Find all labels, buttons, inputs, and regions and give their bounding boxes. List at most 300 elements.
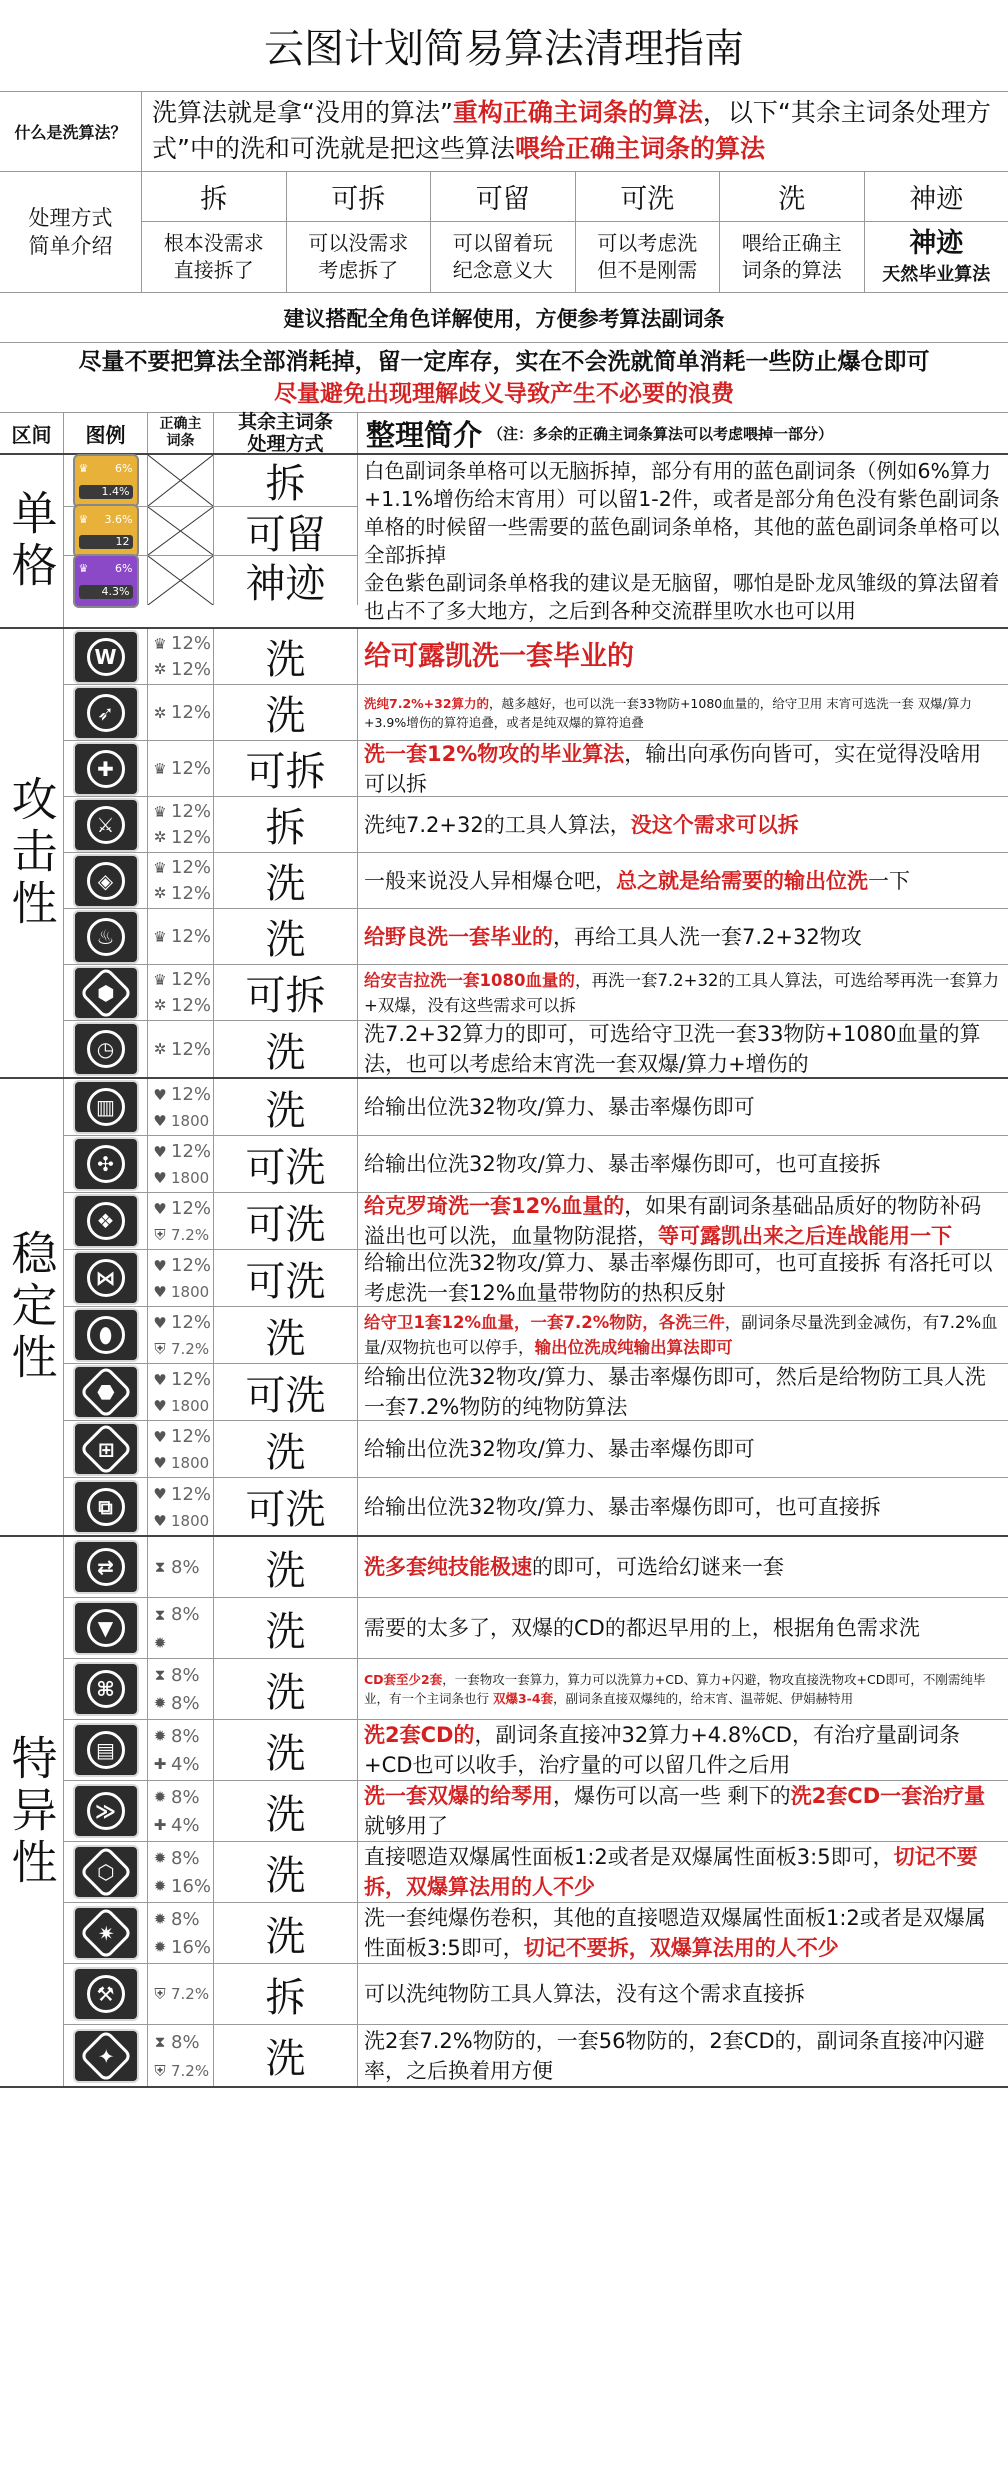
heart-icon: ♥	[153, 1396, 167, 1415]
shield-icon: ⛨	[154, 1225, 166, 1244]
cross-mark-icon	[148, 455, 213, 506]
summary-segment: 给野良洗一套毕业的	[364, 924, 553, 949]
main-stat	[148, 1141, 213, 1162]
row-summary	[358, 1598, 1008, 1658]
algorithm-glyph	[87, 1731, 125, 1769]
summary-text	[364, 1842, 1002, 1902]
no-main-stat-cell	[148, 455, 214, 506]
main-stat	[148, 1665, 213, 1686]
method-kexi	[576, 172, 721, 292]
tile-bar-value: 1.4%	[79, 485, 133, 499]
crown-icon: ♛	[153, 634, 167, 653]
handling-action: 洗	[214, 1842, 358, 1902]
row-summary	[358, 1136, 1008, 1192]
table-row	[64, 1421, 1008, 1478]
method-keliu	[431, 172, 576, 292]
tip-line1: 尽量不要把算法全部消耗掉，留一定库存，实在不会洗就简单消耗一些防止爆仓即可	[78, 348, 930, 375]
header-other-handling: 其余主词条 处理方式	[214, 413, 358, 453]
handling-action: 洗	[214, 1537, 358, 1597]
sword-icon	[73, 798, 139, 852]
main-stat-value: 8%	[171, 1692, 200, 1714]
cube-hex-icon	[73, 1845, 139, 1899]
algorithm-glyph	[87, 694, 125, 732]
legend-cell	[64, 1079, 148, 1135]
section-2	[0, 629, 1008, 1079]
legend-cell	[64, 1903, 148, 1963]
glyph-symbol: ➶	[97, 700, 114, 725]
wing-icon	[73, 1194, 139, 1248]
burst-icon: ✹	[153, 1938, 167, 1956]
summary-text	[364, 866, 910, 896]
heart-icon: ♥	[153, 1485, 167, 1503]
method-name: 可拆	[287, 172, 431, 222]
main-stat-value: 12%	[171, 969, 212, 991]
legend-cell	[64, 1720, 148, 1780]
row-summary	[358, 1421, 1008, 1477]
algorithm-glyph	[87, 1316, 125, 1354]
glyph-symbol: ❖	[96, 1209, 115, 1233]
main-stat	[148, 801, 213, 822]
hexagon-icon	[73, 1365, 139, 1419]
summary-text	[364, 968, 1002, 1018]
intro-row	[0, 92, 1008, 172]
main-stat	[148, 2062, 213, 2080]
tile-top-value: 3.6%	[104, 512, 133, 526]
main-stat-value: 1800	[171, 1453, 210, 1472]
main-stat-cell	[148, 965, 214, 1020]
glyph-symbol: ✣	[97, 1152, 114, 1176]
glyph-symbol: ⚒	[96, 1982, 115, 2006]
summary-segment: 的即可，可选给幻谜来一套	[532, 1555, 784, 1579]
algorithm-glyph	[87, 638, 125, 676]
main-stat-value: 12%	[171, 1483, 212, 1505]
tile-grade-icon: ♛	[78, 462, 89, 476]
main-stat-cell	[148, 1781, 214, 1841]
main-stat	[148, 2032, 213, 2053]
main-stat	[148, 1198, 213, 1219]
main-stat-value: 7.2%	[171, 1985, 210, 2003]
summary-segment: 洗2套7.2%物防的，一套56物防的，2套CD的，副词条直接冲闪避率，之后换着用方便	[364, 2028, 985, 2083]
main-stat	[148, 1084, 213, 1105]
main-stat-cell	[148, 853, 214, 908]
gear-icon: ✲	[153, 828, 167, 847]
main-stat	[148, 1454, 213, 1472]
algorithm-glyph	[79, 1845, 133, 1899]
table-row	[64, 1598, 1008, 1659]
handling-action: 洗	[214, 685, 358, 740]
legend-cell	[64, 741, 148, 796]
algorithm-glyph	[79, 1906, 133, 1960]
legend-cell	[64, 1021, 148, 1077]
row-summary	[358, 1079, 1008, 1135]
single-cell-summary: 白色副词条单格可以无脑拆掉，部分有用的蓝色副词条（例如6%算力+1.1%增伤给末宵用）可以留1-2件，或者是部分角色没有紫色副词条单格的时候留一些需要的蓝色副词条单格，其他的蓝色副词条单格可以全部拆掉 金色紫色副词条单格我的建议是无脑留，哪怕是卧龙凤雏级的算法留着也占不了多大地方，之后到各种交流群里吹水也可以用	[364, 459, 1000, 623]
main-stat	[148, 926, 213, 947]
algorithm-glyph	[87, 1792, 125, 1830]
main-stat	[148, 1369, 213, 1390]
shield-hex-icon	[73, 966, 139, 1020]
burst-icon: ✹	[153, 1694, 167, 1712]
burst-icon: ✹	[153, 1633, 167, 1652]
wrench-icon	[73, 1967, 139, 2021]
algorithm-glyph	[87, 750, 125, 788]
main-stat-value: 4%	[171, 1753, 200, 1775]
legend-cell	[64, 1136, 148, 1192]
capsule-icon	[73, 1308, 139, 1362]
handling-action: 拆	[214, 455, 358, 506]
section-1	[0, 455, 1008, 629]
burst-icon: ✹	[153, 1727, 167, 1745]
glyph-symbol: ≫	[95, 1799, 116, 1823]
heart-icon: ♥	[153, 1199, 167, 1218]
legend-cell	[64, 1193, 148, 1249]
summary-text	[364, 1019, 1002, 1079]
table-body	[0, 455, 1008, 2088]
algorithm-tile-icon	[73, 554, 139, 608]
main-stat	[148, 1512, 213, 1530]
glyph-symbol: ▼	[97, 1616, 114, 1640]
main-stat	[148, 1693, 213, 1714]
main-stat-value: 16%	[171, 1875, 212, 1897]
table-row	[64, 1079, 1008, 1136]
legend-cell	[64, 1659, 148, 1719]
summary-text	[364, 1092, 755, 1122]
summary-segment: 切记不要拆，双爆算法用的人不少	[364, 1845, 978, 1899]
summary-segment: 洗一套纯爆伤卷积，其他的直接嗯造双爆属性面板1:2或者是双爆属性面板3:5即可，	[364, 1906, 986, 1960]
summary-segment: 输出位洗成纯输出算法即可	[534, 1338, 733, 1357]
handling-action: 洗	[214, 1781, 358, 1841]
clock-icon	[73, 1022, 139, 1076]
intro-text	[142, 92, 1008, 171]
main-stat-value: 1800	[171, 1396, 210, 1415]
legend-cell	[64, 556, 148, 605]
handling-action: 洗	[214, 1421, 358, 1477]
row-summary	[358, 909, 1008, 964]
method-name: 洗	[720, 172, 864, 222]
table-header	[0, 413, 1008, 455]
heart-icon: ♥	[153, 1313, 167, 1332]
legend-cell	[64, 1250, 148, 1306]
main-stat	[148, 1312, 213, 1333]
glyph-symbol: ✦	[97, 2043, 114, 2068]
cube-icon	[73, 1480, 139, 1534]
summary-segment: 洗一套双爆的给琴用	[364, 1784, 553, 1808]
main-stat-cell	[148, 685, 214, 740]
method-xi	[720, 172, 865, 292]
main-stat	[148, 1426, 213, 1447]
handling-action: 洗	[214, 1598, 358, 1658]
main-stat-cell	[148, 741, 214, 796]
summary-segment: 给克罗琦洗一套12%血量的	[364, 1194, 625, 1218]
method-name: 可洗	[576, 172, 720, 222]
table-row	[64, 1781, 1008, 1842]
main-stat-value: 1800	[171, 1282, 210, 1301]
table-row	[64, 909, 1008, 965]
main-stat-cell	[148, 1250, 214, 1306]
algorithm-glyph	[79, 1365, 133, 1419]
main-stat-value: 1800	[171, 1168, 210, 1187]
summary-text	[364, 1552, 784, 1582]
row-summary	[358, 629, 1008, 684]
handling-action: 洗	[214, 2025, 358, 2086]
main-stat-value: 12%	[171, 633, 212, 655]
summary-segment: ，爆伤可以高一些 剩下的	[553, 1784, 791, 1808]
main-stat-value: 12%	[171, 1084, 212, 1106]
row-summary	[358, 1781, 1008, 1841]
tip-inventory	[0, 343, 1008, 413]
main-stat	[148, 827, 213, 848]
summary-segment: CD套至少2套	[364, 1672, 443, 1687]
summary-text	[364, 1903, 1002, 1963]
main-stat-cell	[148, 1079, 214, 1135]
summary-text	[364, 1979, 805, 2009]
section-rows	[64, 1537, 1008, 2086]
summary-segment: 给安吉拉洗一套1080血量的	[364, 970, 575, 990]
crown-icon: ♛	[153, 927, 167, 946]
plus-icon: ✚	[153, 1755, 167, 1773]
table-row	[64, 1537, 1008, 1598]
summary-segment: 洗2套CD的	[364, 1723, 475, 1747]
table-row	[64, 965, 1008, 1021]
table-row	[64, 1307, 1008, 1364]
row-summary	[358, 1964, 1008, 2024]
summary-segment: 洗纯7.2+32的工具人算法，	[364, 812, 631, 837]
summary-segment: ，再给工具人洗一套7.2+32物攻	[553, 924, 862, 949]
section-rows	[64, 629, 1008, 1077]
method-desc: 可以留着玩 纪念意义大	[452, 231, 553, 282]
row-summary	[358, 685, 1008, 740]
algorithm-glyph	[79, 966, 133, 1020]
summary-segment: 没这个需求可以拆	[630, 812, 799, 837]
main-stat	[148, 883, 213, 904]
main-stat-cell	[148, 1842, 214, 1902]
table-row	[64, 2025, 1008, 2086]
summary-segment: 洗7.2+32算力的即可，可选给守卫洗一套33物防+1080血量的算法，也可以考虑给末宵洗一套双爆/算力+增伤的	[364, 1022, 981, 1076]
table-row	[64, 1720, 1008, 1781]
section-label: 单格	[0, 455, 64, 627]
main-stat	[148, 1340, 213, 1358]
summary-text	[364, 639, 634, 675]
no-main-stat-cell	[148, 556, 214, 605]
main-stat	[148, 1726, 213, 1747]
summary-segment: ，如果有副词条基础品质好的物防补码溢出也可以洗，血量物防混搭，	[364, 1194, 982, 1248]
gear-icon: ✲	[153, 703, 167, 722]
main-stat-value: 1800	[171, 1111, 210, 1130]
legend-cell	[64, 629, 148, 684]
main-stat-value: 12%	[171, 1038, 212, 1060]
bars-icon	[73, 1080, 139, 1134]
handling-action: 洗	[214, 909, 358, 964]
summary-segment: 双爆3-4套	[492, 1691, 554, 1706]
row-summary	[358, 853, 1008, 908]
legend-cell	[64, 1307, 148, 1363]
main-stat-value: 12%	[171, 702, 212, 723]
main-stat	[148, 1815, 213, 1836]
handling-action: 洗	[214, 1659, 358, 1719]
glyph-symbol: ⬢	[96, 980, 115, 1005]
handling-action: 洗	[214, 1079, 358, 1135]
handling-action: 拆	[214, 1964, 358, 2024]
glyph-symbol: ⬡	[96, 1860, 115, 1884]
main-stat-value: 12%	[171, 882, 212, 904]
main-stat-value: 8%	[171, 1604, 200, 1626]
algorithm-glyph	[79, 2029, 133, 2083]
star-hex-icon	[73, 1906, 139, 1960]
main-stat	[148, 1604, 213, 1625]
method-desc: 根本没需求 直接拆了	[163, 231, 264, 282]
main-stat	[148, 1909, 213, 1930]
burst-icon: ✹	[153, 1910, 167, 1928]
main-stat-value: 12%	[171, 994, 212, 1016]
cross-shield-icon	[73, 1137, 139, 1191]
method-name: 神迹	[865, 172, 1008, 222]
glyph-symbol: ◈	[97, 868, 114, 893]
claw-icon	[73, 630, 139, 684]
gear-icon: ✲	[153, 1040, 167, 1058]
summary-segment: 就够用了	[364, 1814, 448, 1838]
table-row	[64, 1193, 1008, 1250]
main-stat	[148, 1397, 213, 1415]
legend-cell	[64, 685, 148, 740]
table-row	[64, 556, 358, 605]
row-summary	[358, 1478, 1008, 1535]
burst-icon: ✹	[153, 1877, 167, 1895]
section-4	[0, 1537, 1008, 2088]
main-stat-value: 8%	[171, 1847, 200, 1869]
glyph-symbol: ⧉	[98, 1494, 113, 1519]
gear-icon: ✲	[153, 660, 167, 679]
summary-segment: ，输出向承伤向皆可，实在觉得没啥用可以拆	[364, 741, 982, 796]
main-stat	[148, 857, 213, 878]
summary-text	[364, 922, 862, 952]
main-stat	[148, 1557, 213, 1578]
main-stat	[148, 659, 213, 680]
summary-segment: 给守卫1套12%血量，一套7.2%物防，各洗三件	[364, 1313, 725, 1332]
single-cell-rows	[64, 455, 358, 627]
legend-cell	[64, 797, 148, 852]
main-stat-value: 12%	[171, 857, 212, 879]
shield-icon: ⛨	[154, 1985, 166, 2003]
table-row	[64, 629, 1008, 685]
glyph-symbol: ⊞	[97, 1436, 114, 1461]
main-stat-cell	[148, 629, 214, 684]
tip-pairing: 建议搭配全角色详解使用，方便参考算法副词条	[0, 293, 1008, 343]
handling-action: 可拆	[214, 965, 358, 1020]
summary-segment: ，再洗一套7.2+32的工具人算法，可选给琴再洗一套算力+双爆，没有这些需求可以拆	[364, 970, 999, 1015]
crown-icon: ♛	[153, 970, 167, 989]
main-stat	[148, 1876, 213, 1897]
header-range: 区间	[0, 413, 64, 453]
row-summary	[358, 1250, 1008, 1306]
main-stat	[148, 1255, 213, 1276]
intro-segment: 喂给正确主词条的算法	[514, 134, 765, 163]
summary-text	[364, 739, 1002, 799]
rocket-icon	[73, 686, 139, 740]
main-stat	[148, 1787, 213, 1808]
main-stat	[148, 633, 213, 654]
summary-text	[364, 1492, 881, 1522]
table-row	[64, 853, 1008, 909]
legend-cell	[64, 507, 148, 555]
methods-label: 处理方式 简单介绍	[0, 172, 142, 292]
legend-cell	[64, 1598, 148, 1658]
row-summary	[358, 1842, 1008, 1902]
summary-segment: 洗纯7.2%+32算力的	[364, 695, 490, 711]
method-name: 可留	[431, 172, 575, 222]
main-stat-cell	[148, 1421, 214, 1477]
handling-action: 洗	[214, 1903, 358, 1963]
glyph-symbol: ✷	[97, 1920, 114, 1945]
handling-action: 洗	[214, 1720, 358, 1780]
section-label: 攻击性	[0, 629, 64, 1077]
handling-action: 洗	[214, 629, 358, 684]
algorithm-glyph	[87, 1259, 125, 1297]
crown-icon: ♛	[153, 858, 167, 877]
summary-text	[364, 1670, 1002, 1708]
row-summary	[358, 1021, 1008, 1077]
summary-segment: 可以洗纯物防工具人算法，没有这个需求直接拆	[364, 1982, 805, 2006]
handling-action: 洗	[214, 1307, 358, 1363]
summary-text	[364, 1248, 1002, 1308]
row-summary	[358, 1903, 1008, 1963]
method-desc-sub: 天然毕业算法	[882, 263, 991, 285]
main-stat-cell	[148, 797, 214, 852]
legend-cell	[64, 853, 148, 908]
heart-icon: ♥	[153, 1142, 167, 1161]
table-row	[64, 1136, 1008, 1193]
method-desc: 喂给正确主 词条的算法	[741, 231, 842, 282]
spark-hex-icon	[73, 2029, 139, 2083]
section-rows	[64, 455, 1008, 627]
table-row	[64, 741, 1008, 797]
heart-icon: ♥	[153, 1453, 167, 1472]
intro-segment: 重构正确主词条的算法	[452, 98, 703, 127]
legend-cell	[64, 1421, 148, 1477]
single-cell-block	[64, 455, 1008, 627]
main-stat-cell	[148, 1964, 214, 2024]
tile-top	[79, 513, 133, 526]
method-shenji	[865, 172, 1008, 292]
summary-segment: 直接嗯造双爆属性面板1:2或者是双爆属性面板3:5即可，	[364, 1845, 894, 1869]
main-stat-cell	[148, 1307, 214, 1363]
legend-cell	[64, 1842, 148, 1902]
gear-icon: ✲	[153, 996, 167, 1015]
tip-line2: 尽量避免出现理解歧义导致产生不必要的浪费	[274, 380, 734, 407]
summary-segment: 给可露凯洗一套毕业的	[364, 640, 634, 672]
summary-segment: 给输出位洗32物攻/算力、暴击率爆伤即可	[364, 1437, 755, 1461]
grid-hex-icon	[73, 1422, 139, 1476]
main-stat-value: 12%	[171, 658, 212, 680]
main-stat-cell	[148, 1478, 214, 1535]
legend-cell	[64, 1964, 148, 2024]
main-stat-value: 16%	[171, 1936, 212, 1958]
method-name: 拆	[142, 172, 286, 222]
heart-icon: ♥	[153, 1085, 167, 1104]
main-stat-value: 12%	[171, 826, 212, 848]
glyph-symbol: ⚔	[96, 812, 115, 837]
summary-segment: 一下	[868, 868, 910, 893]
algorithm-tile-icon	[73, 504, 139, 558]
heart-icon: ♥	[153, 1427, 167, 1446]
main-stat-value: 7.2%	[171, 2061, 210, 2080]
glyph-symbol: ♨	[96, 924, 115, 949]
summary-segment: 洗一套12%物攻的毕业算法	[364, 741, 625, 766]
algorithm-glyph	[87, 1202, 125, 1240]
main-stat-cell	[148, 1903, 214, 1963]
heart-icon: ♥	[153, 1256, 167, 1275]
hourglass-icon: ⧗	[154, 1605, 166, 1624]
table-row	[64, 797, 1008, 853]
plus-icon: ✚	[153, 1816, 167, 1834]
